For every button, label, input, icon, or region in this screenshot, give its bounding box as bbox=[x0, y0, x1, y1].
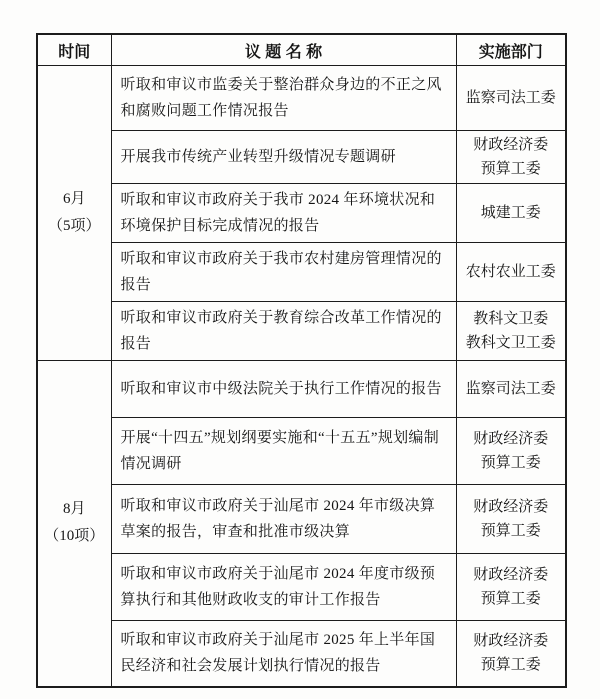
time-month: 8月 bbox=[62, 501, 86, 518]
department-cell bbox=[456, 131, 566, 184]
department-cell bbox=[456, 243, 566, 302]
table-row bbox=[37, 554, 566, 621]
department-cell bbox=[456, 184, 566, 243]
department-cell bbox=[456, 66, 566, 131]
department-line: 监察司法工委 bbox=[465, 90, 556, 106]
table-row bbox=[37, 302, 566, 361]
department-cell bbox=[456, 485, 566, 554]
department-cell bbox=[456, 302, 566, 361]
topic-cell: 开展我市传统产业转型升级情况专题调研 bbox=[111, 131, 456, 184]
table-row bbox=[37, 184, 566, 243]
department-line: 财政经济委 bbox=[473, 499, 549, 515]
topic-cell: 听取和审议市政府关于教育综合改革工作情况的报告 bbox=[111, 302, 456, 361]
agenda-table bbox=[36, 33, 567, 688]
time-group-august bbox=[37, 361, 111, 687]
department-line: 教科文卫工委 bbox=[465, 335, 556, 351]
table-row bbox=[37, 621, 566, 687]
department-line: 城建工委 bbox=[480, 205, 541, 221]
topic-cell: 听取和审议市政府关于我市 2024 年环境状况和环境保护目标完成情况的报告 bbox=[111, 184, 456, 243]
header-department: 实施部门 bbox=[456, 34, 566, 66]
time-month: 6月 bbox=[62, 191, 86, 207]
department-line: 预算工委 bbox=[480, 161, 541, 177]
header-topic: 议 题 名 称 bbox=[111, 34, 456, 66]
table-row bbox=[37, 361, 566, 418]
topic-cell: 听取和审议市政府关于汕尾市 2024 年市级决算草案的报告，审查和批准市级决算 bbox=[111, 485, 456, 554]
topic-cell: 听取和审议市监委关于整治群众身边的不正之风和腐败问题工作情况报告 bbox=[111, 66, 456, 131]
topic-cell: 听取和审议市政府关于汕尾市 2025 年上半年国民经济和社会发展计划执行情况的报告 bbox=[111, 621, 456, 687]
department-line: 预算工委 bbox=[480, 657, 541, 674]
department-cell bbox=[456, 621, 566, 687]
time-count: （10项） bbox=[44, 528, 105, 545]
time-count: （5项） bbox=[47, 218, 101, 234]
table-row bbox=[37, 485, 566, 554]
department-line: 农村农业工委 bbox=[465, 264, 556, 280]
department-line: 财政经济委 bbox=[473, 431, 549, 447]
table-row bbox=[37, 418, 566, 485]
department-cell bbox=[456, 361, 566, 418]
topic-cell: 听取和审议市中级法院关于执行工作情况的报告 bbox=[111, 361, 456, 418]
table-row bbox=[37, 243, 566, 302]
department-line: 财政经济委 bbox=[473, 567, 549, 583]
table-row bbox=[37, 66, 566, 131]
time-group-june bbox=[37, 66, 111, 361]
department-line: 监察司法工委 bbox=[465, 381, 556, 397]
department-line: 预算工委 bbox=[480, 591, 541, 607]
department-line: 教科文卫委 bbox=[473, 311, 549, 327]
header-time: 时间 bbox=[37, 34, 111, 66]
department-line: 财政经济委 bbox=[473, 137, 549, 153]
table-row bbox=[37, 131, 566, 184]
department-line: 财政经济委 bbox=[473, 633, 549, 650]
topic-cell: 听取和审议市政府关于汕尾市 2024 年度市级预算执行和其他财政收支的审计工作报告 bbox=[111, 554, 456, 621]
topic-cell: 听取和审议市政府关于我市农村建房管理情况的报告 bbox=[111, 243, 456, 302]
department-cell bbox=[456, 554, 566, 621]
header-row bbox=[37, 34, 566, 66]
topic-cell: 开展“十四五”规划纲要实施和“十五五”规划编制情况调研 bbox=[111, 418, 456, 485]
department-line: 预算工委 bbox=[480, 523, 541, 539]
department-cell bbox=[456, 418, 566, 485]
department-line: 预算工委 bbox=[480, 455, 541, 471]
